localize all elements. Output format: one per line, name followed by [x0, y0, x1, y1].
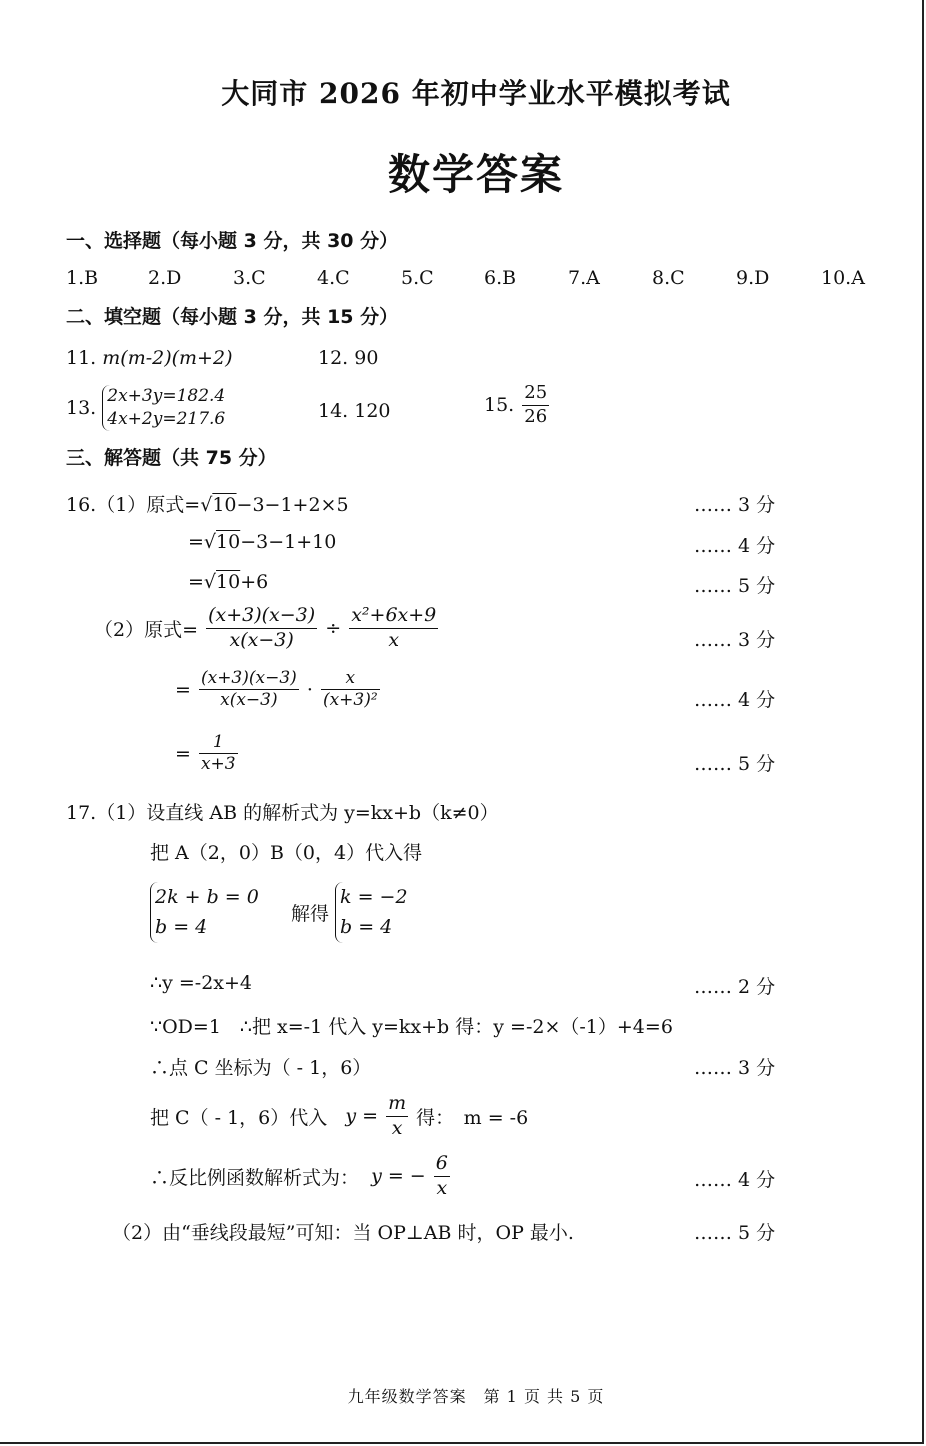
answer-10: 10.A: [821, 267, 865, 289]
q12: 12. 90: [318, 347, 379, 369]
q13: [66, 385, 225, 431]
q15-fraction: [522, 382, 549, 428]
sqrt-icon: √: [203, 531, 217, 553]
q17-line6-frac: [386, 1092, 408, 1141]
score-q16-3: …… 5 分: [694, 575, 776, 597]
score-q16-1: …… 3 分: [694, 494, 776, 516]
q16-f1b-den: x(x−3): [220, 690, 278, 711]
score-q17-2: …… 3 分: [694, 1057, 776, 1079]
q16-p1-line2: =√10−3−1+10: [188, 531, 337, 553]
q16-f2-num: x²+6x+9: [349, 604, 438, 629]
q16-result-den: x+3: [200, 754, 236, 775]
q17-line4: ∵OD=1 ∴把 x=-1 代入 y=kx+b 得：y =-2×（-1）+4=6: [150, 1016, 673, 1038]
answer-5: 5.C: [401, 267, 434, 289]
score-q17-3: …… 4 分: [694, 1169, 776, 1191]
q17-line6-post: 得： m = -6: [416, 1106, 529, 1129]
q16-p1-line3: =√10+6: [188, 571, 269, 593]
q16-p2-line2: = $\frac{(x+3)(x-3)}{x(x-3)}$ · $\frac{x}{\text{(x+3)²}}$: [175, 668, 378, 711]
answer-3: 3.C: [233, 267, 266, 289]
page-footer: 九年级数学答案 第 1 页 共 5 页: [347, 1387, 605, 1406]
q15-denominator: 26: [524, 405, 548, 427]
divide-sign: ÷: [325, 617, 342, 640]
q17-line6-y: y =: [345, 1105, 379, 1128]
q13-label: 13.: [66, 396, 97, 419]
q16-f1: [206, 604, 317, 653]
q17-systems: [150, 882, 408, 943]
q17-line7-frac: [434, 1152, 450, 1201]
q13-system: [102, 385, 225, 431]
q11: [66, 347, 232, 369]
sqrt-arg: 10: [216, 531, 241, 553]
q17-sys1: [150, 882, 259, 943]
q17-sys1-eq2: b = 4: [155, 916, 208, 939]
page-subtitle: 数学答案: [387, 150, 564, 199]
q15: [484, 382, 551, 428]
section3-heading: 三、解答题（共 75 分）: [66, 447, 277, 469]
score-q16-2: …… 4 分: [694, 535, 776, 557]
q13-eq2: 4x+2y=217.6: [107, 408, 226, 429]
q17-line6-pre: 把 C（ - 1，6）代入: [150, 1106, 328, 1129]
q16-f1b: [199, 668, 299, 712]
multiply-dot: ·: [306, 678, 313, 701]
answer-9: 9.D: [736, 267, 770, 289]
q16-p1-line3-tail: +6: [240, 571, 269, 593]
q16-f2: [349, 604, 438, 653]
q11-label: 11.: [66, 347, 97, 369]
q17-line8: （2）由“垂线段最短”可知：当 OP⊥AB 时，OP 最小.: [112, 1222, 574, 1244]
q16-p1-label: 16.（1）原式=: [66, 494, 201, 516]
q17-line2: 把 A（2，0）B（0，4）代入得: [150, 842, 423, 864]
q17-line7-y: y = −: [371, 1165, 426, 1188]
q16-p2-line3: = $\frac{1}{x+3}$: [175, 732, 236, 775]
q14: 14. 120: [318, 400, 391, 422]
q16-f3: [321, 668, 380, 712]
q17-solve-word: 解得: [290, 902, 329, 925]
sqrt-icon: √: [200, 494, 213, 516]
q17-line1: 17.（1）设直线 AB 的解析式为 y=kx+b（k≠0）: [66, 802, 499, 824]
score-q16-5: …… 4 分: [694, 689, 776, 711]
section2-heading: 二、填空题（每小题 3 分，共 15 分）: [66, 306, 399, 328]
answer-7: 7.A: [568, 267, 600, 289]
q17-line6-num: m: [386, 1092, 408, 1117]
q17-sys2-eq2: b = 4: [340, 916, 393, 939]
page-title: 大同市 2026 年初中学业水平模拟考试: [221, 77, 731, 110]
q16-p1-line1-tail: −3−1+2×5: [236, 494, 349, 516]
q16-f1-num: (x+3)(x−3): [206, 604, 317, 629]
q15-numerator: 25: [522, 382, 549, 406]
q17-line7-num: 6: [434, 1152, 450, 1177]
sqrt-arg: 10: [212, 494, 237, 516]
q16-f3-den: (x+3)²: [322, 690, 378, 711]
q16-p2-label: （2）原式=: [94, 618, 199, 641]
q16-result-num: 1: [199, 732, 238, 754]
q17-line5: ∴点 C 坐标为（ - 1，6）: [150, 1057, 372, 1079]
q17-sys1-eq1: 2k + b = 0: [155, 886, 259, 908]
answer-1: 1.B: [66, 267, 99, 289]
score-q16-6: …… 5 分: [694, 753, 776, 775]
q16-f1b-num: (x+3)(x−3): [199, 668, 299, 690]
q17-line6: [150, 1092, 528, 1141]
q17-line3: ∴y =-2x+4: [150, 972, 253, 994]
q16-p1-line2-tail: −3−1+10: [240, 531, 337, 553]
score-q17-1: …… 2 分: [694, 976, 776, 998]
answer-4: 4.C: [317, 267, 350, 289]
sqrt-arg: 10: [216, 571, 241, 593]
sqrt-icon: √: [203, 571, 217, 593]
section1-heading: 一、选择题（每小题 3 分，共 30 分）: [66, 230, 399, 252]
q16-p1-line1: [66, 490, 349, 517]
answer-6: 6.B: [484, 267, 517, 289]
q17-line7: [150, 1152, 452, 1201]
score-q17-4: …… 5 分: [694, 1222, 776, 1244]
q16-f3-num: x: [321, 668, 380, 690]
q13-eq1: 2x+3y=182.4: [107, 386, 226, 406]
q17-line7-den: x: [436, 1176, 448, 1199]
answer-8: 8.C: [652, 267, 685, 289]
q16-f1-den: x(x−3): [229, 628, 294, 651]
q17-line7-pre: ∴反比例函数解析式为：: [150, 1166, 360, 1189]
q17-line6-den: x: [391, 1116, 403, 1139]
answer-2: 2.D: [148, 267, 182, 289]
q17-sys2: [335, 882, 408, 943]
q11-answer: m(m-2)(m+2): [102, 347, 233, 369]
q16-p2-line1: [94, 604, 440, 653]
score-q16-4: …… 3 分: [694, 629, 776, 651]
q15-label: 15.: [484, 394, 515, 416]
q16-f2-den: x: [388, 628, 400, 651]
q16-result: [199, 732, 238, 776]
q17-sys2-eq1: k = −2: [340, 886, 408, 908]
